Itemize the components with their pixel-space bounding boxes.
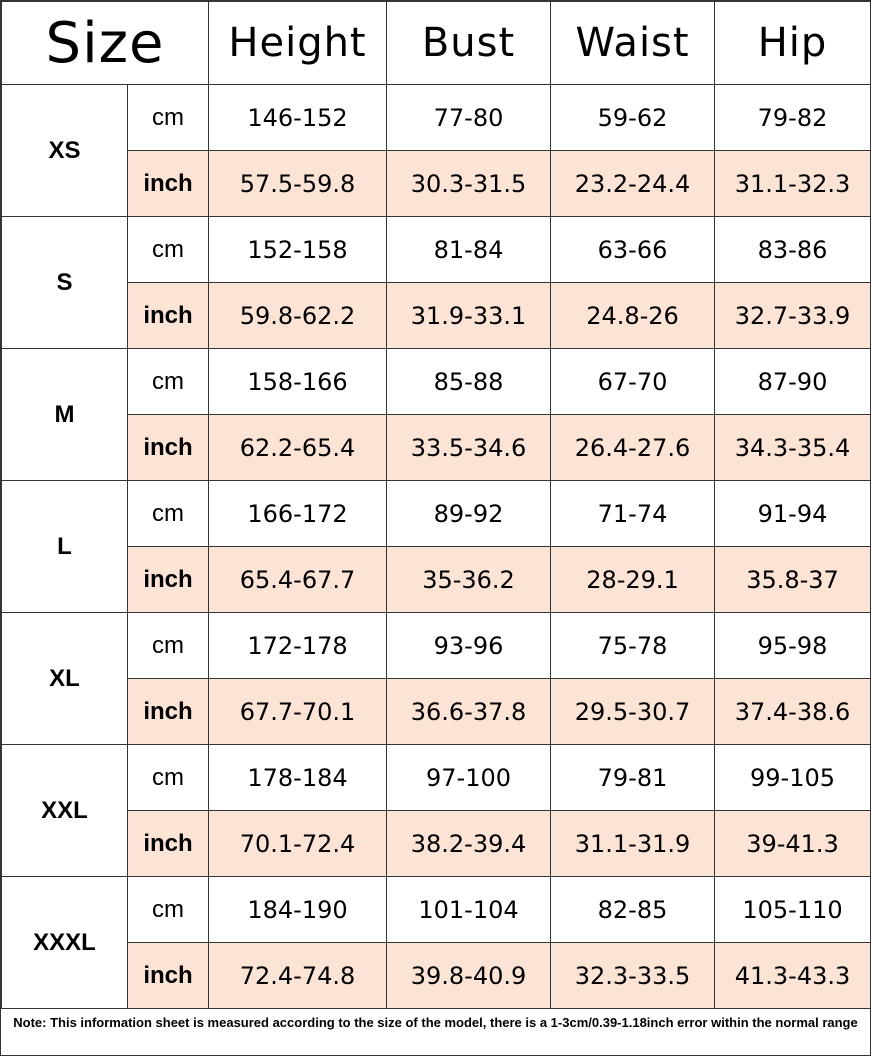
hip-value: 35.8-37 [715, 547, 871, 613]
bust-value: 38.2-39.4 [387, 811, 551, 877]
waist-value: 79-81 [551, 745, 715, 811]
size-row-xl-inch [2, 679, 871, 745]
size-label: XXL [2, 745, 128, 877]
bust-value: 31.9-33.1 [387, 283, 551, 349]
height-value: 59.8-62.2 [209, 283, 387, 349]
height-value: 67.7-70.1 [209, 679, 387, 745]
waist-value: 71-74 [551, 481, 715, 547]
header-waist: Waist [551, 2, 715, 85]
header-row [2, 2, 871, 85]
unit-label: inch [128, 943, 209, 1009]
waist-value: 67-70 [551, 349, 715, 415]
header-hip: Hip [715, 2, 871, 85]
size-row-s-cm [2, 217, 871, 283]
size-row-m-cm [2, 349, 871, 415]
size-row-xxxl-cm [2, 877, 871, 943]
hip-value: 95-98 [715, 613, 871, 679]
height-value: 152-158 [209, 217, 387, 283]
waist-value: 75-78 [551, 613, 715, 679]
hip-value: 31.1-32.3 [715, 151, 871, 217]
hip-value: 37.4-38.6 [715, 679, 871, 745]
header-size: Size [2, 2, 209, 85]
size-label: M [2, 349, 128, 481]
unit-label: cm [128, 745, 209, 811]
hip-value: 105-110 [715, 877, 871, 943]
measurement-note: Note: This information sheet is measured according to the size of the model, there is a 1-3cm/0.39-1.18inch error within the normal range [13, 1015, 858, 1030]
size-row-s-inch [2, 283, 871, 349]
size-row-xxl-cm [2, 745, 871, 811]
size-row-l-cm [2, 481, 871, 547]
unit-label: inch [128, 679, 209, 745]
waist-value: 63-66 [551, 217, 715, 283]
size-label: XL [2, 613, 128, 745]
height-value: 70.1-72.4 [209, 811, 387, 877]
bust-value: 36.6-37.8 [387, 679, 551, 745]
hip-value: 41.3-43.3 [715, 943, 871, 1009]
waist-value: 28-29.1 [551, 547, 715, 613]
height-value: 57.5-59.8 [209, 151, 387, 217]
waist-value: 24.8-26 [551, 283, 715, 349]
waist-value: 82-85 [551, 877, 715, 943]
unit-label: cm [128, 877, 209, 943]
height-value: 172-178 [209, 613, 387, 679]
bust-value: 39.8-40.9 [387, 943, 551, 1009]
waist-value: 26.4-27.6 [551, 415, 715, 481]
unit-label: cm [128, 613, 209, 679]
hip-value: 91-94 [715, 481, 871, 547]
size-row-xxl-inch [2, 811, 871, 877]
bust-value: 101-104 [387, 877, 551, 943]
unit-label: inch [128, 283, 209, 349]
bust-value: 97-100 [387, 745, 551, 811]
size-row-m-inch [2, 415, 871, 481]
unit-label: inch [128, 811, 209, 877]
hip-value: 99-105 [715, 745, 871, 811]
hip-value: 79-82 [715, 85, 871, 151]
unit-label: inch [128, 547, 209, 613]
unit-label: inch [128, 151, 209, 217]
waist-value: 32.3-33.5 [551, 943, 715, 1009]
bust-value: 85-88 [387, 349, 551, 415]
size-row-l-inch [2, 547, 871, 613]
bust-value: 77-80 [387, 85, 551, 151]
unit-label: inch [128, 415, 209, 481]
height-value: 62.2-65.4 [209, 415, 387, 481]
hip-value: 34.3-35.4 [715, 415, 871, 481]
bust-value: 35-36.2 [387, 547, 551, 613]
hip-value: 83-86 [715, 217, 871, 283]
height-value: 166-172 [209, 481, 387, 547]
height-value: 65.4-67.7 [209, 547, 387, 613]
size-row-xs-inch [2, 151, 871, 217]
size-row-xs-cm [2, 85, 871, 151]
waist-value: 29.5-30.7 [551, 679, 715, 745]
unit-label: cm [128, 349, 209, 415]
bust-value: 89-92 [387, 481, 551, 547]
height-value: 178-184 [209, 745, 387, 811]
waist-value: 59-62 [551, 85, 715, 151]
bust-value: 93-96 [387, 613, 551, 679]
size-row-xxxl-inch [2, 943, 871, 1009]
size-label: L [2, 481, 128, 613]
header-height: Height [209, 2, 387, 85]
size-chart-table [1, 1, 871, 1009]
size-label: XXXL [2, 877, 128, 1009]
height-value: 158-166 [209, 349, 387, 415]
hip-value: 39-41.3 [715, 811, 871, 877]
bust-value: 81-84 [387, 217, 551, 283]
bust-value: 30.3-31.5 [387, 151, 551, 217]
unit-label: cm [128, 85, 209, 151]
header-bust: Bust [387, 2, 551, 85]
hip-value: 87-90 [715, 349, 871, 415]
size-row-xl-cm [2, 613, 871, 679]
height-value: 184-190 [209, 877, 387, 943]
unit-label: cm [128, 217, 209, 283]
height-value: 146-152 [209, 85, 387, 151]
hip-value: 32.7-33.9 [715, 283, 871, 349]
height-value: 72.4-74.8 [209, 943, 387, 1009]
size-label: S [2, 217, 128, 349]
bust-value: 33.5-34.6 [387, 415, 551, 481]
unit-label: cm [128, 481, 209, 547]
waist-value: 23.2-24.4 [551, 151, 715, 217]
waist-value: 31.1-31.9 [551, 811, 715, 877]
size-label: XS [2, 85, 128, 217]
